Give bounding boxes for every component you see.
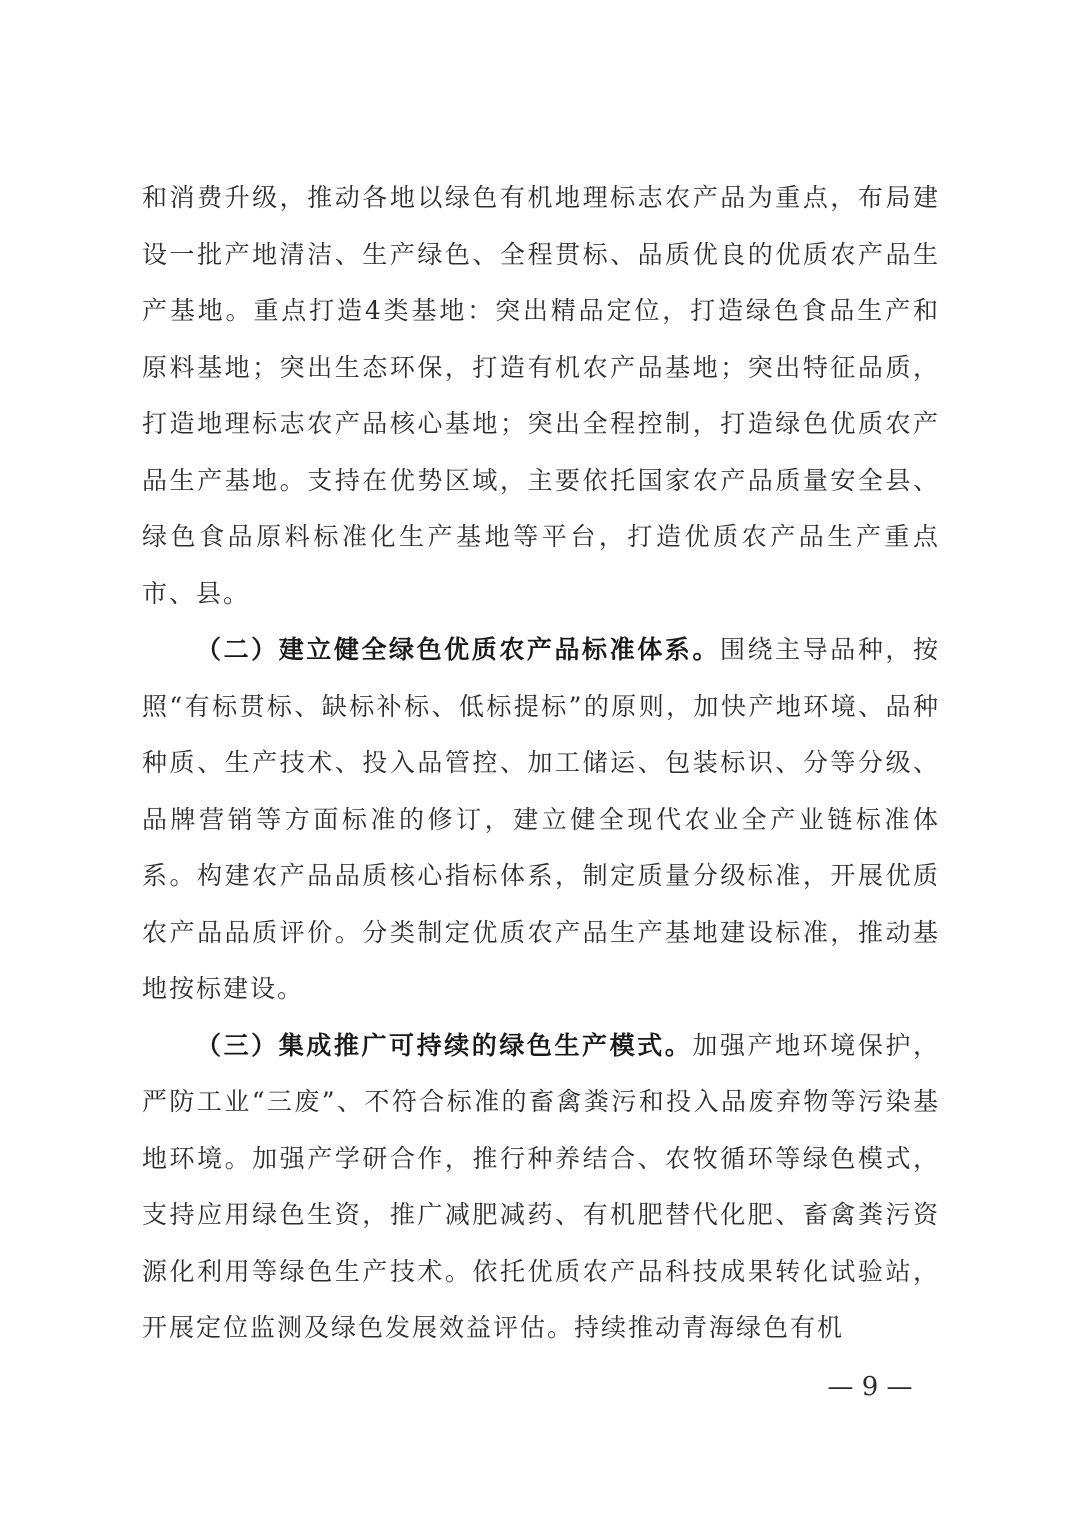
section-2-heading: （二）建立健全绿色优质农产品标准体系。 (196, 635, 720, 664)
page-number: — 9 — (827, 1372, 913, 1402)
section-3-body: 加强产地环境保护，严防工业“三废”、不符合标准的畜禽粪污和投入品废弃物等污染基地环境。加强产学研合作，推行种养结合、农牧循环等绿色模式，支持应用绿色生资，推广减肥减药、有机肥替代化肥、畜禽粪污资源化利用等绿色生产技术。依托优质农产品科技成果转化试验站，开展定位监测及绿色发展效益评估。持续推动青海绿色有机 (142, 1030, 940, 1342)
section-3-heading: （三）集成推广可持续的绿色生产模式。 (196, 1030, 693, 1060)
paragraph-1: 和消费升级，推动各地以绿色有机地理标志农产品为重点，布局建设一批产地清洁、生产绿色、全程贯标、品质优良的优质农产品生产基地。重点打造4类基地：突出精品定位，打造绿色食品生产和原料基地；突出生态环保，打造有机农产品基地；突出特征品质，打造地理标志农产品核心基地；突出全程控制，打造绿色优质农产品生产基地。支持在优势区域，主要依托国家农产品质量安全县、绿色食品原料标准化生产基地等平台，打造优质农产品生产重点市、县。 (142, 183, 940, 608)
paragraph-section-3 (142, 1018, 940, 1357)
body-text (142, 170, 940, 1357)
section-2-body: 围绕主导品种，按照“有标贯标、缺标补标、低标提标”的原则，加快产地环境、品种种质、生产技术、投入品管控、加工储运、包装标识、分等分级、品牌营销等方面标准的修订，建立健全现代农业全产业链标准体系。构建农产品品质核心指标体系，制定质量分级标准，开展优质农产品品质评价。分类制定优质农产品生产基地建设标准，推动基地按标建设。 (142, 635, 940, 1003)
paragraph-section-2 (142, 622, 940, 1018)
